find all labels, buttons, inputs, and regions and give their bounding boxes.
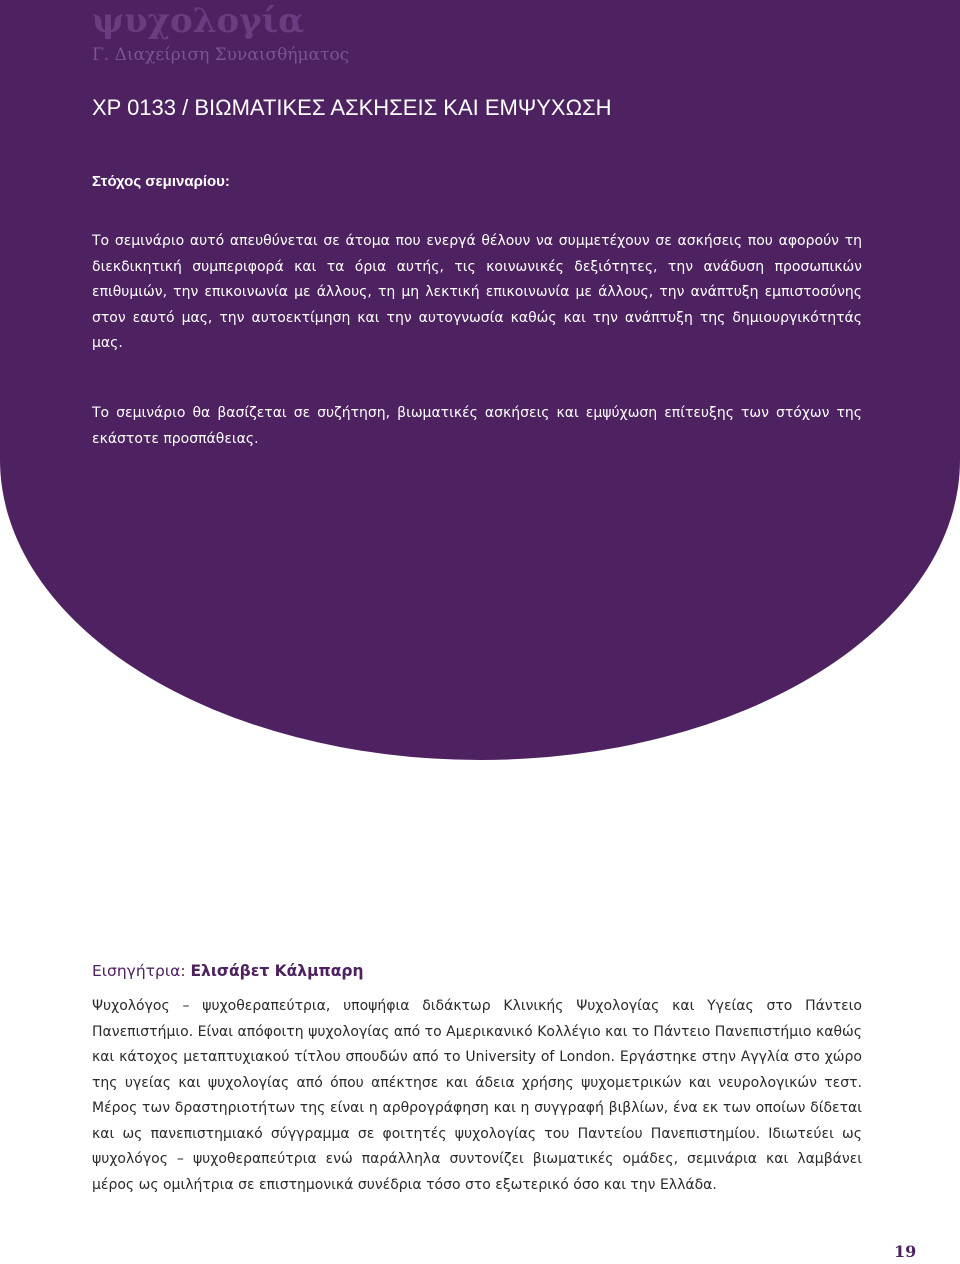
lecturer-heading: [92, 960, 364, 982]
section-subtitle: Γ. Διαχείριση Συναισθήματος: [92, 45, 350, 65]
brand-title: ψυχολογία: [92, 1, 305, 41]
lecturer-name: Ελισάβετ Κάλμπαρη: [190, 962, 364, 980]
goal-heading: Στόχος σεμιναρίου:: [92, 173, 230, 190]
goal-paragraph-2: Το σεμινάριο θα βασίζεται σε συζήτηση, βιωματικές ασκήσεις και εμψύχωση επίτευξης των στόχων της εκάστοτε προσπάθειας.: [92, 405, 862, 447]
course-title: ΧΡ 0133 / ΒΙΩΜΑΤΙΚΕΣ ΑΣΚΗΣΕΙΣ ΚΑΙ ΕΜΨΥΧΩΣΗ: [92, 95, 612, 120]
goal-paragraph-1: Το σεμινάριο αυτό απευθύνεται σε άτομα που ενεργά θέλουν να συμμετέχουν σε ασκήσεις που αφορούν τη διεκδικητική συμπεριφορά και τα όρια αυτής, τις κοινωνικές δεξιότητες, την ανάδυση προσωπικών επιθυμιών, την επικοινωνία με άλλους, τη μη λεκτική επικοινωνία με άλλους, την ανάπτυξη εμπιστοσύνης στον εαυτό μας, την αυτοεκτίμηση και την αυτογνωσία καθώς και την ανάπτυξη της δημιουργικότητάς μας.: [92, 233, 862, 352]
lecturer-label: Εισηγήτρια:: [92, 962, 191, 980]
lecturer-bio: Ψυχολόγος – ψυχοθεραπεύτρια, υποψήφια διδάκτωρ Κλινικής Ψυχολογίας και Υγείας στο Πάντειο Πανεπιστήμιο. Είναι απόφοιτη ψυχολογίας από το Αμερικανικό Κολλέγιο και το Πάντειο Πανεπιστήμιο καθώς και κάτοχος μεταπτυχιακού τίτλου σπουδών από το University of London. Εργάστηκε στην Αγγλία στο χώρο της υγείας και ψυχολογίας από όπου απέκτησε και άδεια χρήσης ψυχομετρικών και νευρολογικών τεστ. Μέρος των δραστηριοτήτων της είναι η αρθρογράφηση και η συγγραφή βιβλίων, ένα εκ των οποίων δίδεται και ως πανεπιστημιακό σύγγραμμα σε φοιτητές ψυχολογίας του Παντείου Πανεπιστημίου. Ιδιωτεύει ως ψυχολόγος – ψυχοθεραπεύτρια ενώ παράλληλα συντονίζει βιωματικές ομάδες, σεμινάρια και λαμβάνει μέρος ως ομιλήτρια σε επιστημονικά συνέδρια τόσο στο εξωτερικό όσο και την Ελλάδα.: [92, 998, 862, 1193]
page-number: 19: [894, 1242, 917, 1261]
